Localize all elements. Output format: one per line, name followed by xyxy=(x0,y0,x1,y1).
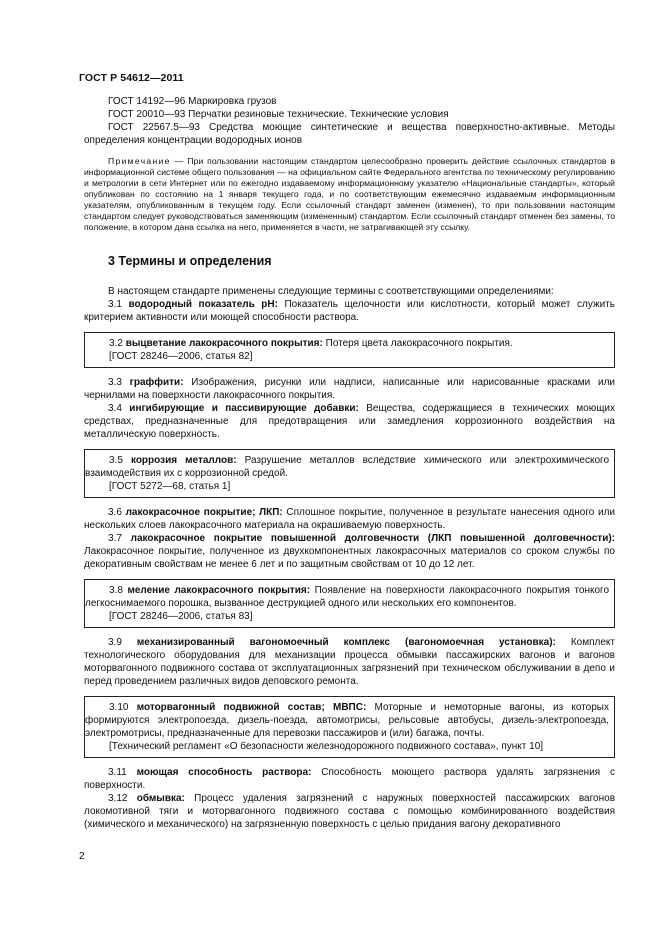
term-entry: 3.8 меление лакокрасочного покрытия: Появление на поверхности лакокрасочного покрытия тонкого легкоснимаемого порошка, вызванное деструкцией одного или нескольких его компонентов. xyxy=(85,585,610,609)
term-source: [Технический регламент «О безопасности железнодорожного подвижного состава», пункт 10] xyxy=(109,741,544,752)
term-source: [ГОСТ 28246—2006, статья 82] xyxy=(109,351,253,362)
section-intro: В настоящем стандарте применены следующие термины с соответствующими определениями: xyxy=(108,286,554,297)
boxed-term xyxy=(84,696,615,758)
term-entry: 3.3 граффити: Изображения, рисунки или надписи, написанные или нарисованные красками или чернилами на поверхности лакокрасочного покрытия. xyxy=(84,377,615,401)
term-definition: Сплошное покрытие, полученное в результате нанесения одного или нескольких слоев лакокрасочного материала на окрашиваемую поверхность. xyxy=(84,507,615,531)
term-definition: Потеря цвета лакокрасочного покрытия. xyxy=(325,338,513,349)
term-entry: 3.11 моющая способность раствора: Способность моющего раствора удалять загрязнения с поверхности. xyxy=(84,767,616,791)
reference-line: ГОСТ 20010—93 Перчатки резиновые технические. Технические условия xyxy=(108,109,449,120)
term-entry: 3.12 обмывка: Процесс удаления загрязнений с наружных поверхностей пассажирских вагонов локомотивной тяги и моторвагонного подвижного состава с помощью комбинированного воздействия (химического и механического) на загрязненную поверхность с целью придания вагону декоративного xyxy=(84,793,616,830)
term-entry: 3.7 лакокрасочное покрытие повышенной долговечности (ЛКП повышенной долговечности): Лакокрасочное покрытие, полученное из двухкомпонентных лакокрасочных материалов со сроком службы по декоративным свойствам не менее 6 лет и по защитным свойствам от 10 до 12 лет. xyxy=(84,533,616,570)
page-number: 2 xyxy=(79,851,85,862)
term-definition: Способность моющего раствора удалять загрязнения с поверхности. xyxy=(84,767,616,791)
term-definition: Лакокрасочное покрытие, полученное из двухкомпонентных лакокрасочных материалов со сроком службы по декоративным свойствам не менее 6 лет и по защитным свойствам от 10 до 12 лет. xyxy=(84,546,615,570)
term-entry: 3.9 механизированный вагономоечный комплекс (вагономоечная установка): Комплект технологического оборудования для механизации процесса обмывки пассажирских вагонов и вагонов моторвагонного подвижного состава от эксплуатационных загрязнений при техническом обслуживании в депо и перед проведением различных видов деповского ремонта. xyxy=(84,637,615,687)
term-entry: 3.10 моторвагонный подвижной состав; МВПС: Моторные и немоторные вагоны, из которых формируются электропоезда, дизель-поезда, автомотрисы, рельсовые автобусы, дизель-электропоезда, электромотрисы, предназначенные для перевозки пассажиров и (или) багажа, почты. xyxy=(85,702,609,739)
boxed-term xyxy=(84,332,615,368)
term-name: лакокрасочное покрытие повышенной долговечности (ЛКП повышенной долговечности): xyxy=(130,533,616,544)
term-definition: Появление на поверхности лакокрасочного покрытия тонкого легкоснимаемого порошка, вызванное деструкцией одного или нескольких его компонентов. xyxy=(85,585,610,609)
document-header: ГОСТ Р 54612—2011 xyxy=(79,72,184,84)
term-name: обмывка: xyxy=(136,793,185,804)
term-name: водородный показатель pH: xyxy=(128,299,278,310)
reference-line: ГОСТ 22567.5—93 Средства моющие синтетические и вещества поверхностно-активные. Методы определения концентрации водородных ионов xyxy=(84,122,615,146)
term-name: моторвагонный подвижной состав; МВПС: xyxy=(136,702,367,713)
term-definition: Вещества, содержащиеся в технических моющих средствах, предназначенные для предотвращения или замедления коррозионного воздействия на металлическую поверхность. xyxy=(84,403,616,440)
note-paragraph xyxy=(84,156,615,233)
note-text: — При пользовании настоящим стандартом целесообразно проверить действие ссылочных стандартов в информационной системе общего пользования — на официальном сайте Федерального агентства по техническому регулированию и метрологии в сети Интернет или по ежегодно издаваемому информационному указателю «Национальные стандарты», который опубликован по состоянию на 1 января текущего года, и по соответствующим ежемесячно издаваемым информационным указателям, опубликованным в текущем году. Если ссылочный стандарт заменен (изменен), то при пользовании настоящим стандартом следует руководствоваться заменяющим (измененным) стандартом. Если ссылочный стандарт отменен без замены, то положение, в котором дана ссылка на него, применяется в части, не затрагивающей эту ссылку. xyxy=(84,156,616,232)
boxed-term xyxy=(84,579,615,628)
term-name: меление лакокрасочного покрытия: xyxy=(127,585,311,596)
note-label: Примечание xyxy=(108,156,171,166)
term-name: коррозия металлов: xyxy=(130,455,237,466)
term-entry: 3.6 лакокрасочное покрытие; ЛКП: Сплошное покрытие, полученное в результате нанесения одного или нескольких слоев лакокрасочного материала на окрашиваемую поверхность. xyxy=(84,507,615,531)
term-name: лакокрасочное покрытие; ЛКП: xyxy=(125,507,283,518)
section-heading: 3 Термины и определения xyxy=(108,254,272,268)
term-definition: Комплект технологического оборудования для механизации процесса обмывки пассажирских вагонов и вагонов моторвагонного подвижного состава от эксплуатационных загрязнений при техническом обслуживании в депо и перед проведением различных видов деповского ремонта. xyxy=(84,637,615,687)
term-definition: Моторные и немоторные вагоны, из которых формируются электропоезда, дизель-поезда, автомотрисы, рельсовые автобусы, дизель-электропоезда, электромотрисы, предназначенные для перевозки пассажиров и (или) багажа, почты. xyxy=(85,702,609,739)
boxed-term xyxy=(84,449,615,498)
term-entry: 3.1 водородный показатель pH: Показатель щелочности или кислотности, который может служить критерием активности или моющей способности раствора. xyxy=(84,299,616,323)
term-entry: 3.4 ингибирующие и пассивирующие добавки: Вещества, содержащиеся в технических моющих средствах, предназначенные для предотвращения или замедления коррозионного воздействия на металлическую поверхность. xyxy=(84,403,616,440)
term-name: выцветание лакокрасочного покрытия: xyxy=(125,338,323,349)
term-name: механизированный вагономоечный комплекс (вагономоечная установка): xyxy=(136,637,556,648)
term-name: ингибирующие и пассивирующие добавки: xyxy=(129,403,359,414)
term-definition: Изображения, рисунки или надписи, написанные или нарисованные красками или чернилами на поверхности лакокрасочного покрытия. xyxy=(84,377,615,401)
term-name: моющая способность раствора: xyxy=(136,767,312,778)
term-definition: Разрушение металлов вследствие химического или электрохимического взаимодействия их с коррозионной средой. xyxy=(85,455,610,479)
term-source: [ГОСТ 28246—2006, статья 83] xyxy=(109,611,253,622)
term-entry: 3.5 коррозия металлов: Разрушение металлов вследствие химического или электрохимического взаимодействия их с коррозионной средой. xyxy=(85,455,610,479)
term-entry: 3.2 выцветание лакокрасочного покрытия: Потеря цвета лакокрасочного покрытия. xyxy=(109,338,513,349)
reference-line: ГОСТ 14192—96 Маркировка грузов xyxy=(108,96,277,107)
term-name: граффити: xyxy=(129,377,184,388)
term-source: [ГОСТ 5272—68, статья 1] xyxy=(109,481,231,492)
page-content xyxy=(84,95,615,831)
term-definition: Процесс удаления загрязнений с наружных поверхностей пассажирских вагонов локомотивной тяги и моторвагонного подвижного состава с помощью комбинированного воздействия (химического и механического) на загрязненную поверхность с целью придания вагону декоративного xyxy=(84,793,616,830)
term-definition: Показатель щелочности или кислотности, который может служить критерием активности или моющей способности раствора. xyxy=(84,299,616,323)
